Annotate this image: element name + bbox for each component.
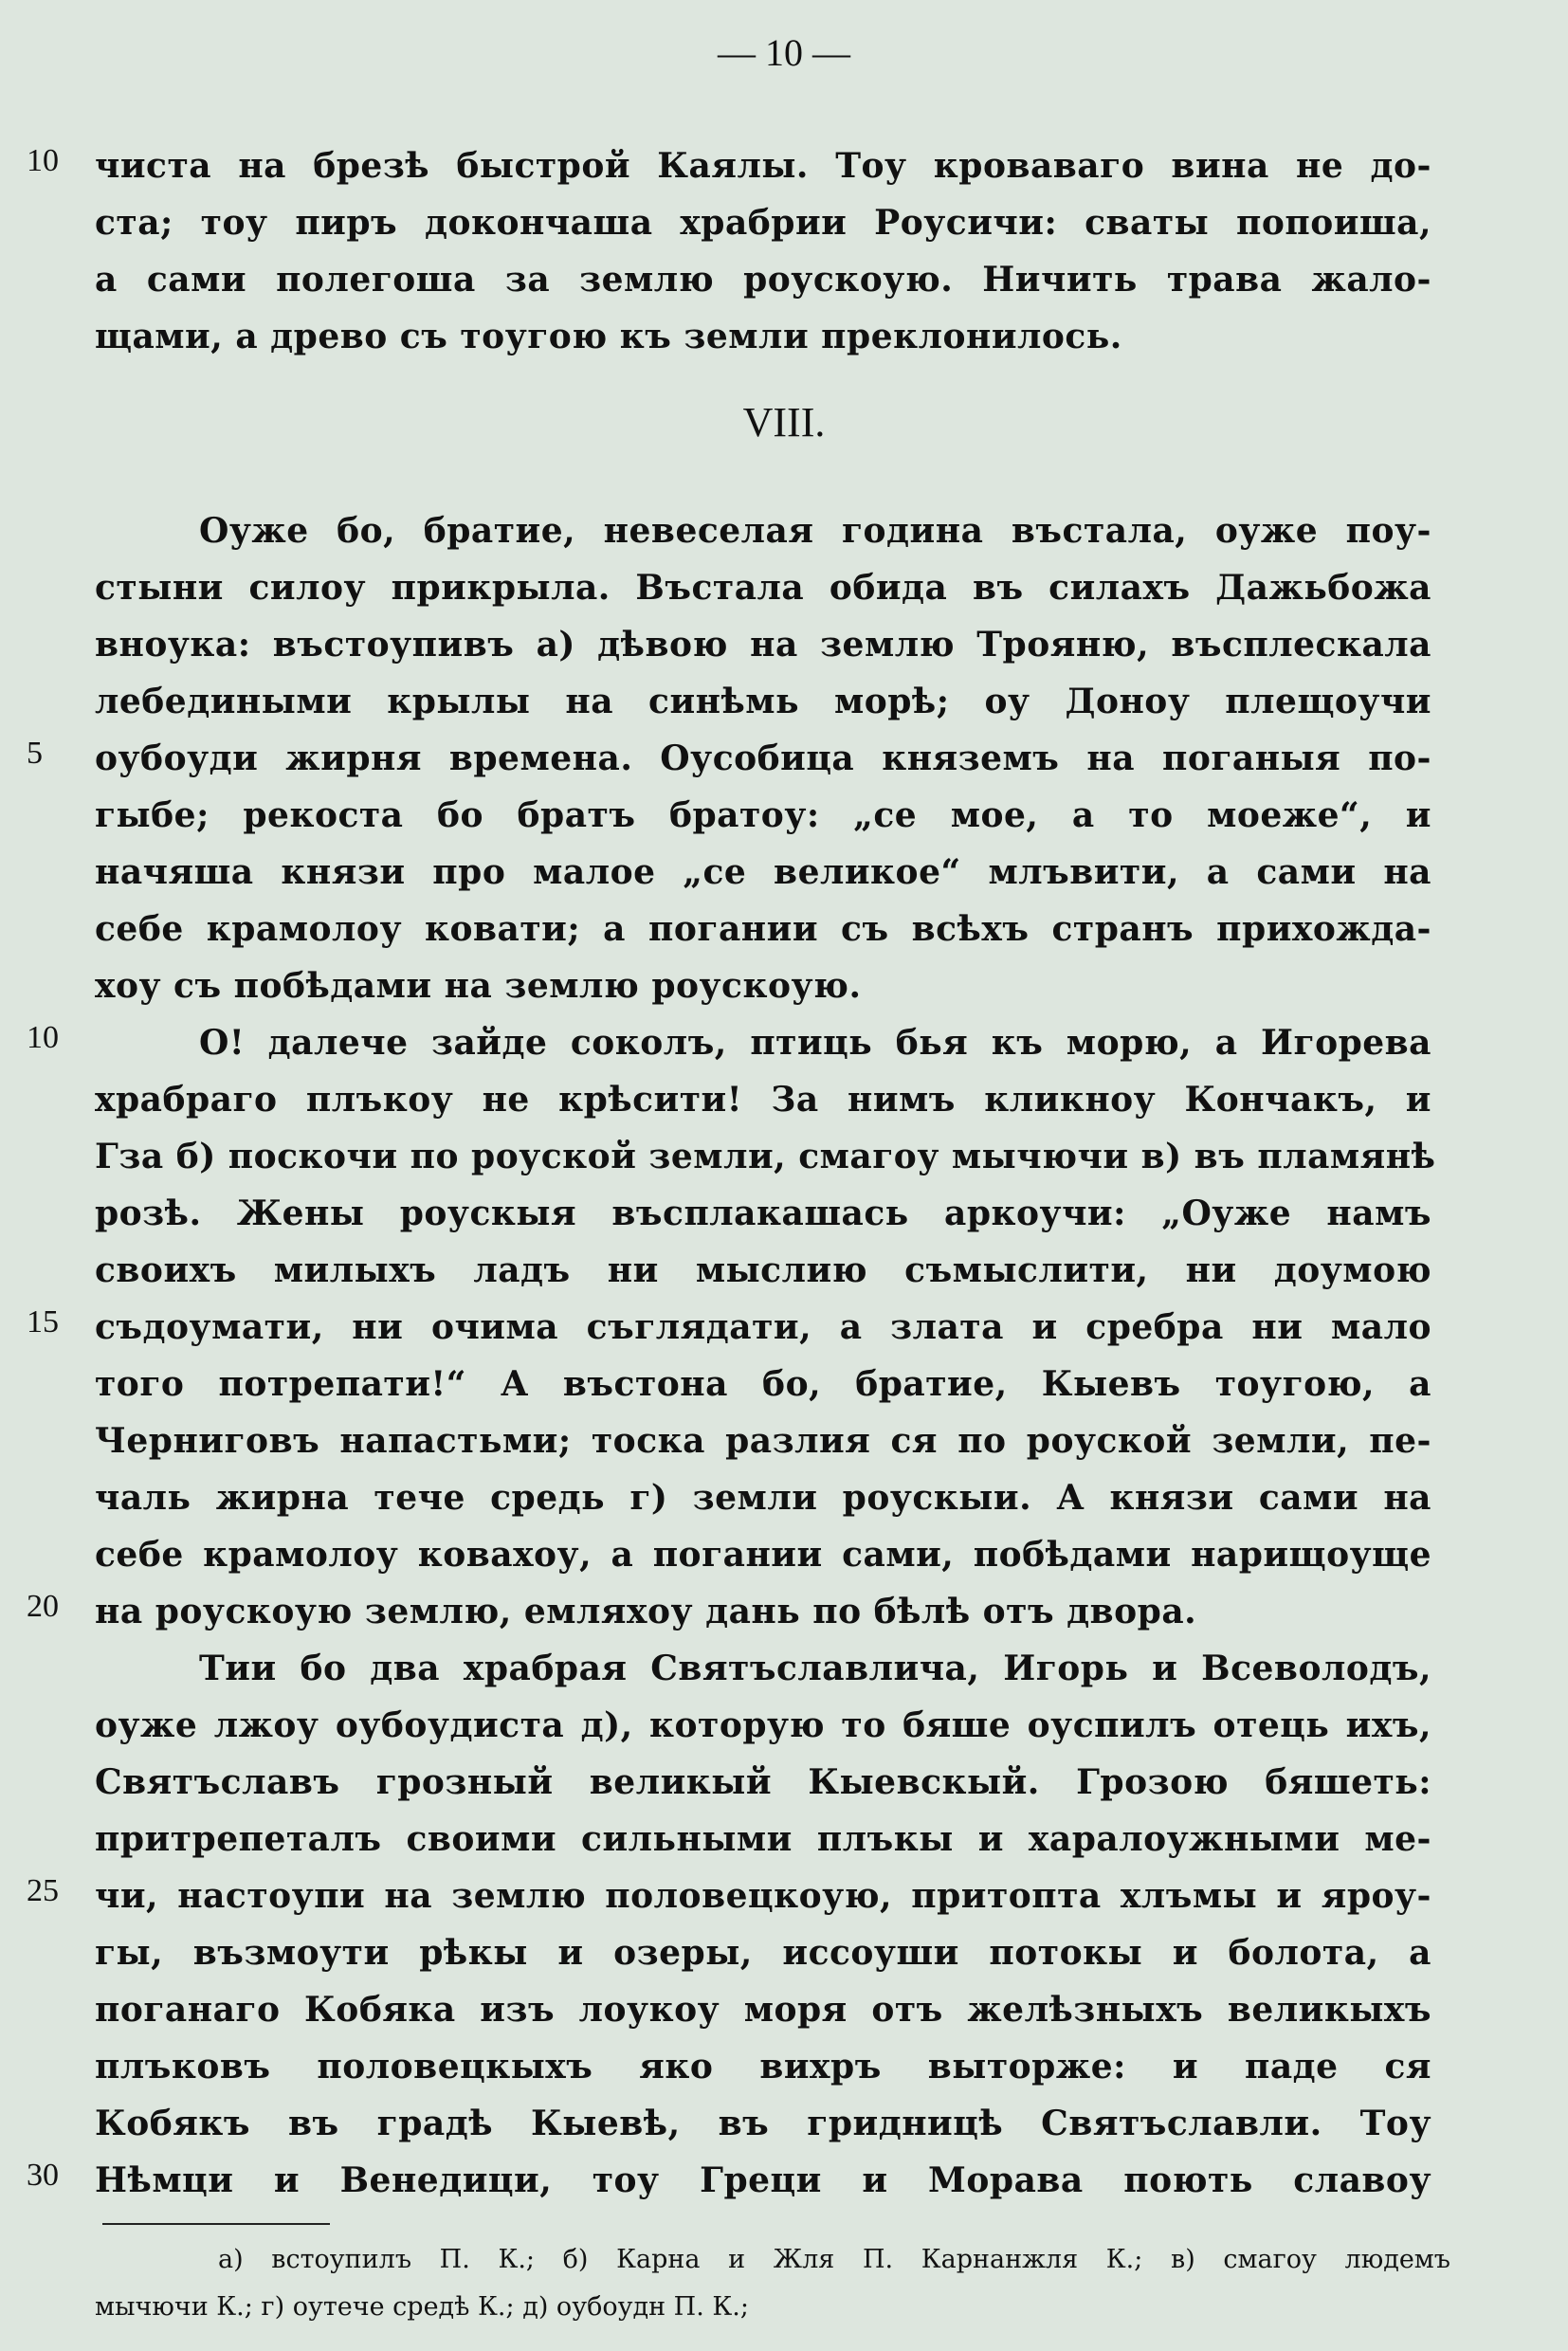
text-line: [0, 1981, 1568, 2038]
line-text: О! далече зайде соколъ, птиць бья къ морю, а Игорева: [199, 1023, 1431, 1063]
line-text: на роускоую землю, емляхоу дань по бѣлѣ отъ двора.: [95, 1592, 1197, 1631]
text-line: [0, 957, 1568, 1014]
text-line: [0, 1469, 1568, 1526]
line-text: Оуже бо, братие, невеселая година въстала, оуже поу-: [199, 511, 1431, 551]
line-text: ста; тоу пиръ докончаша храбрии Роусичи: сваты попоиша,: [95, 203, 1431, 243]
line-number: 5: [27, 736, 43, 771]
line-number: 10: [27, 143, 59, 178]
line-text: оуже лжоу оубоудиста д), которую то бяше оуспилъ отець ихъ,: [95, 1705, 1431, 1745]
text-line: [0, 787, 1568, 844]
text-line: [0, 251, 1568, 308]
text-line: [0, 616, 1568, 673]
text-line: [0, 1640, 1568, 1697]
text-line: [0, 1868, 1568, 1924]
line-text: Святъславъ грозный великый Кыевскый. Грозою бяшеть:: [95, 1762, 1431, 1802]
line-text: храбраго плъкоу не крѣсити! За нимъ кликноу Кончакъ, и: [95, 1080, 1431, 1120]
text-line: [0, 2038, 1568, 2095]
section-heading: VIII.: [742, 399, 826, 446]
text-line: [0, 194, 1568, 251]
line-number: 10: [27, 1020, 59, 1055]
line-text: того потрепати!“ А въстона бо, братие, Кыевъ тоугою, а: [95, 1364, 1431, 1404]
line-text: Черниговъ напастьми; тоска разлия ся по роуской земли, пе-: [95, 1421, 1431, 1461]
line-text: Нѣмци и Венедици, тоу Греци и Морава поють славоу: [95, 2160, 1431, 2200]
line-text: поганаго Кобяка изъ лоукоу моря отъ желѣзныхъ великыхъ: [95, 1990, 1431, 2030]
line-text: гыбе; рекоста бо братъ братоу: „се мое, а то моеже“, и: [95, 795, 1431, 835]
line-text: чиста на брезѣ быстрой Каялы. Тоу кровавaго вина не до-: [95, 146, 1431, 186]
text-line: [0, 1697, 1568, 1754]
text-line: [0, 2095, 1568, 2152]
text-line: [0, 1185, 1568, 1242]
text-line: [0, 1242, 1568, 1299]
text-line: [0, 1128, 1568, 1185]
line-text: чаль жирна тече средь г) земли роускыи. А князи сами на: [95, 1478, 1431, 1518]
text-line: [0, 308, 1568, 365]
line-number: 20: [27, 1589, 59, 1624]
footnote-line: а) встоупилъ П. К.; б) Карна и Жля П. Карнанжля К.; в) смагоу людемъ: [218, 2245, 1450, 2274]
line-text: стыни силоу прикрыла. Въстала обида въ силахъ Дажьбожа: [95, 568, 1431, 608]
line-text: вноука: въстоупивъ а) дѣвою на землю Трояню, въсплескала: [95, 625, 1431, 665]
line-text: а сами полегоша за землю роускоую. Ничить трава жало-: [95, 260, 1431, 300]
line-text: себе крамолоу ковати; а погании съ всѣхъ странъ прихожда-: [95, 909, 1431, 949]
text-line: [0, 673, 1568, 730]
text-line: [0, 137, 1568, 194]
line-text: хоу съ побѣдами на землю роускоую.: [95, 966, 862, 1006]
line-text: начяша князи про малое „се великое“ млъвити, а сами на: [95, 852, 1431, 892]
text-line: [0, 1356, 1568, 1412]
text-line: [0, 1071, 1568, 1128]
text-line: [0, 1526, 1568, 1583]
text-line: [0, 901, 1568, 957]
text-line: [0, 2152, 1568, 2209]
line-text: своихъ милыхъ ладъ ни мыслию съмыслити, ни доумою: [95, 1250, 1431, 1290]
line-number: 30: [27, 2158, 59, 2193]
line-text: Кобякъ въ градѣ Кыевѣ, въ гридницѣ Святъславли. Тоу: [95, 2104, 1431, 2143]
text-line: [0, 559, 1568, 616]
line-number: 15: [27, 1304, 59, 1340]
page-number: — 10 —: [718, 31, 850, 74]
text-line: [0, 1924, 1568, 1981]
text-line: [0, 1412, 1568, 1469]
line-text: Тии бо два храбрая Святъславлича, Игорь и Всеволодъ,: [199, 1649, 1431, 1688]
line-text: Гза б) поскочи по роуской земли, смагоу мычючи в) въ пламянѣ: [95, 1137, 1436, 1176]
line-text: себе крамолоу ковахоу, а погании сами, побѣдами нарищоуще: [95, 1535, 1431, 1575]
text-line: [0, 1754, 1568, 1811]
line-text: розѣ. Жены роускыя въсплакашась аркоучи: „Оуже намъ: [95, 1194, 1431, 1233]
footnote-line: мычючи К.; г) оутече средѣ К.; д) оубоудн П. К.;: [95, 2292, 749, 2322]
line-text: оубоуди жирня времена. Оусобица княземъ на поганыя по-: [95, 738, 1431, 778]
line-text: гы, възмоути рѣкы и озеры, иссоуши потокы и болота, а: [95, 1933, 1431, 1973]
line-text: лебедиными крылы на синѣмь морѣ; оу Доноу плещоучи: [95, 682, 1431, 721]
text-line: [0, 1299, 1568, 1356]
text-line: [0, 1014, 1568, 1071]
text-line: [0, 1583, 1568, 1640]
line-text: съдоумати, ни очима съглядати, а злата и сребра ни мало: [95, 1307, 1431, 1347]
line-text: щами, а древо съ тоугою къ земли преклонилось.: [95, 317, 1122, 356]
text-line: [0, 502, 1568, 559]
text-line: [0, 844, 1568, 901]
line-number: 25: [27, 1873, 59, 1908]
footnote-divider: [102, 2223, 330, 2225]
text-line: [0, 1811, 1568, 1868]
line-text: плъковъ половецкыхъ яко вихръ выторже: и паде ся: [95, 2047, 1431, 2087]
line-text: чи, настоупи на землю половецкоую, притопта хлъмы и яроу-: [95, 1876, 1431, 1916]
text-line: [0, 730, 1568, 787]
line-text: притрепеталъ своими сильными плъкы и харалоужными ме-: [95, 1819, 1431, 1859]
